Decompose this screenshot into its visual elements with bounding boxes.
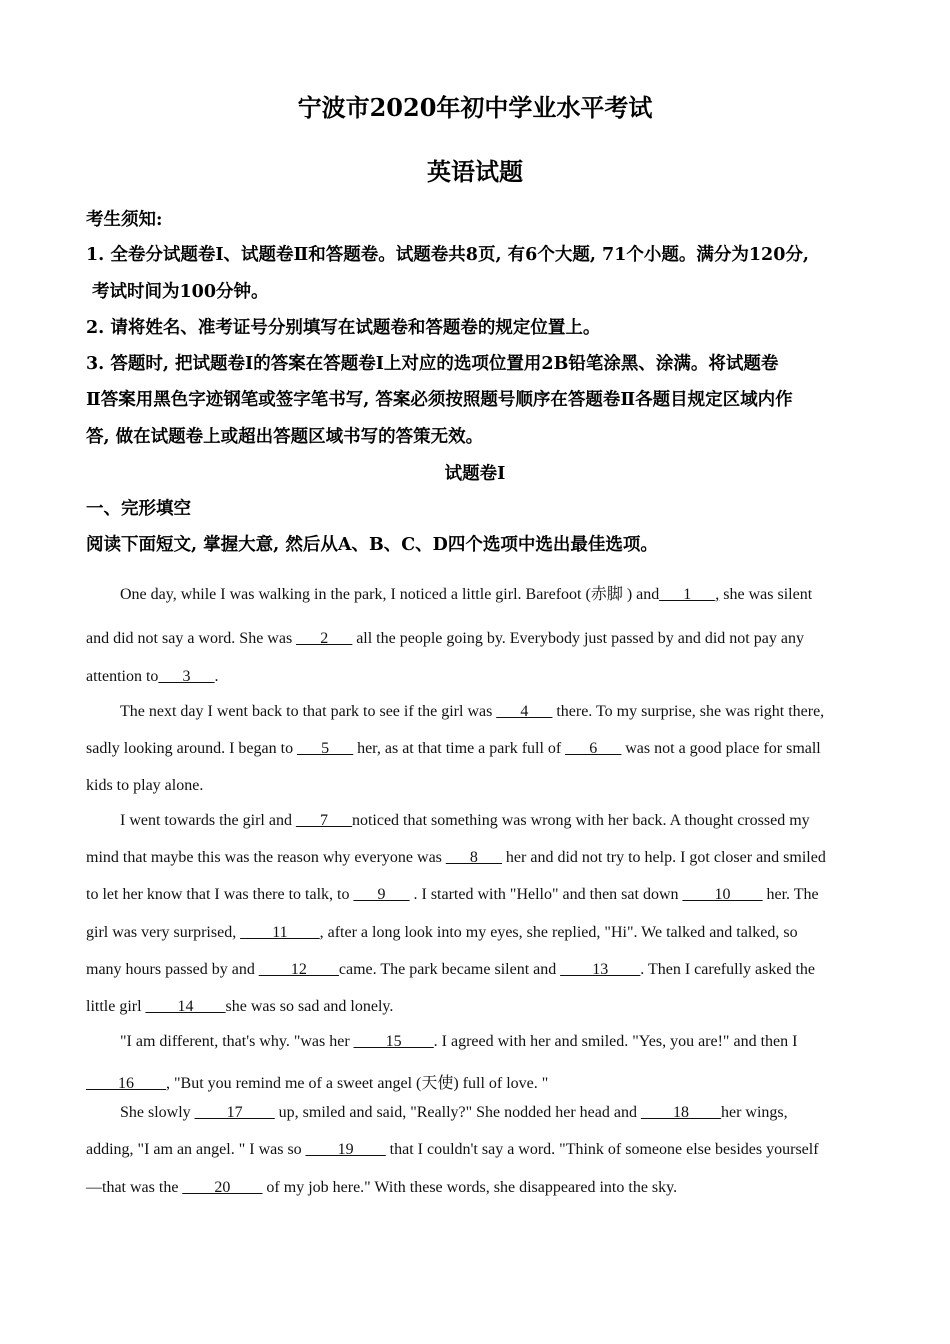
text: and did not say a word. She was	[86, 630, 297, 647]
text: attention to	[86, 668, 159, 685]
notes-line-3: 2. 请将姓名、准考证号分别填写在试题卷和答题卷的规定位置上。	[86, 318, 601, 338]
text: noticed that something was wrong with her back. A thought crossed my	[351, 812, 810, 829]
text: The next day I went back to that park to see if the girl was	[120, 703, 497, 720]
passage-line	[86, 1141, 866, 1159]
exam-subject: 英语试题	[427, 157, 523, 186]
blank-10: ____10____	[682, 886, 763, 903]
text: I went towards the girl and	[120, 812, 296, 829]
blank-2: ___2___	[296, 630, 353, 647]
passage-line	[86, 777, 866, 795]
passage-line	[86, 998, 866, 1016]
text: was not a good place for small	[621, 740, 821, 757]
passage-line	[86, 740, 866, 758]
blank-3: ___3___	[158, 668, 215, 685]
blank-13: ____13____	[560, 961, 641, 978]
passage-line	[86, 1179, 866, 1197]
passage-line	[86, 1070, 866, 1093]
blank-15: ____15____	[353, 1033, 434, 1050]
text: little girl	[86, 998, 146, 1015]
text: her wings,	[720, 1104, 788, 1121]
passage-line	[86, 703, 900, 721]
blank-20: ____20____	[182, 1179, 263, 1196]
text: , "But you remind me of a sweet angel (天使) full of love. "	[166, 1075, 549, 1092]
passage-line	[86, 1033, 900, 1051]
text: , after a long look into my eyes, she replied, "Hi". We talked and talked, so	[319, 924, 798, 941]
blank-5: ___5___	[297, 740, 354, 757]
blank-17: ____17____	[194, 1104, 275, 1121]
blank-18: ____18____	[640, 1104, 721, 1121]
text: that I couldn't say a word. "Think of someone else besides yourself	[385, 1141, 819, 1158]
passage-line	[86, 849, 866, 867]
text: she was so sad and lonely.	[225, 998, 394, 1015]
blank-19: ____19____	[305, 1141, 386, 1158]
blank-11: ____11____	[240, 924, 320, 941]
blank-16: ____16____	[86, 1075, 166, 1092]
text: to let her know that I was there to talk, to	[86, 886, 354, 903]
text: . Then I carefully asked the	[640, 961, 815, 978]
text: . I started with "Hello" and then sat down	[409, 886, 683, 903]
blank-7: ___7___	[295, 812, 352, 829]
notes-heading: 考生须知:	[86, 210, 163, 230]
passage-line	[86, 668, 866, 686]
text: . I agreed with her and smiled. "Yes, you are!" and then I	[433, 1033, 798, 1050]
text: "I am different, that's why. "was her	[120, 1033, 354, 1050]
blank-12: ____12____	[258, 961, 339, 978]
volume-label: 试题卷I	[444, 464, 506, 484]
text: girl was very surprised,	[86, 924, 241, 941]
blank-14: ____14____	[145, 998, 226, 1015]
text: came. The park became silent and	[338, 961, 561, 978]
blank-4: ___4___	[496, 703, 553, 720]
text: adding, "I am an angel. " I was so	[86, 1141, 306, 1158]
text: —that was the	[86, 1179, 183, 1196]
blank-6: ___6___	[565, 740, 622, 757]
text: mind that maybe this was the reason why everyone was	[86, 849, 446, 866]
part-heading: 一、完形填空	[86, 499, 191, 519]
text: One day, while I was walking in the park, I noticed a little girl. Barefoot (赤脚 ) and	[120, 586, 660, 603]
text: kids to play alone.	[86, 777, 204, 794]
notes-line-2: 考试时间为100分钟。	[92, 282, 269, 302]
text: She slowly	[120, 1104, 195, 1121]
blank-8: ___8___	[445, 849, 502, 866]
passage-line	[86, 630, 866, 648]
text: her. The	[762, 886, 819, 903]
passage-line	[86, 812, 900, 830]
text: many hours passed by and	[86, 961, 259, 978]
exam-title: 宁波市2020年初中学业水平考试	[297, 93, 653, 122]
passage-line	[86, 581, 900, 604]
text: her and did not try to help. I got closer and smiled	[501, 849, 826, 866]
text: sadly looking around. I began to	[86, 740, 298, 757]
blank-1: ___1___,	[659, 586, 720, 603]
notes-line-4: 3. 答题时, 把试题卷I的答案在答题卷I上对应的选项位置用2B铅笔涂黑、涂满。将试题卷	[86, 354, 779, 374]
passage-line	[86, 886, 866, 904]
text: .	[214, 668, 219, 685]
passage-line	[86, 961, 866, 979]
text: she was silent	[719, 586, 813, 603]
notes-line-6: 答, 做在试题卷上或超出答题区域书写的答策无效。	[86, 427, 484, 447]
blank-9: ___9___	[353, 886, 410, 903]
passage-line	[86, 1104, 900, 1122]
part-instruction: 阅读下面短文, 掌握大意, 然后从A、B、C、D四个选项中选出最佳选项。	[86, 535, 658, 555]
notes-line-1: 1. 全卷分试题卷I、试题卷Ⅱ和答题卷。试题卷共8页, 有6个大题, 71个小题。满分为120分,	[86, 245, 809, 265]
text: all the people going by. Everybody just passed by and did not pay any	[352, 630, 804, 647]
passage-line	[86, 924, 866, 942]
notes-line-5: Ⅱ答案用黑色字迹钢笔或签字笔书写, 答案必须按照题号顺序在答题卷Ⅱ各题目规定区域内作	[86, 390, 793, 410]
text: her, as at that time a park full of	[353, 740, 566, 757]
text: up, smiled and said, "Really?" She nodded her head and	[274, 1104, 641, 1121]
text: of my job here." With these words, she disappeared into the sky.	[262, 1179, 678, 1196]
text: there. To my surprise, she was right there,	[552, 703, 825, 720]
